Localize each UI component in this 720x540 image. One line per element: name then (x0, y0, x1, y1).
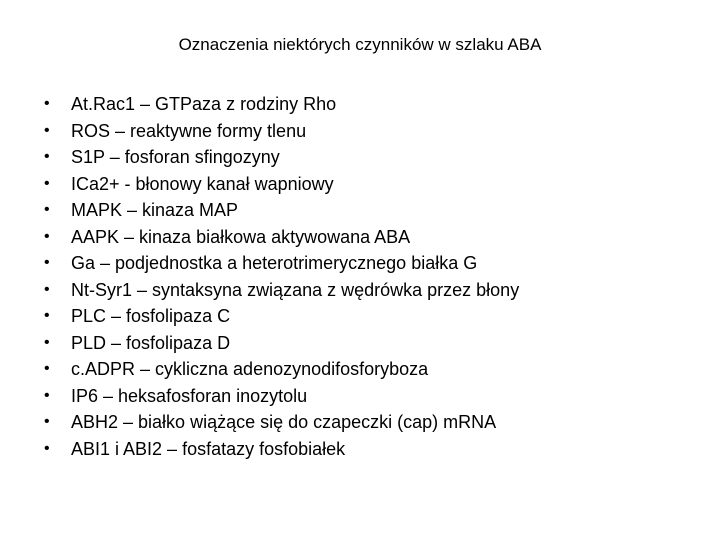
bullet-icon: • (44, 280, 50, 298)
slide-title: Oznaczenia niektórych czynników w szlaku ABA (178, 35, 542, 54)
list-item-text: At.Rac1 – GTPaza z rodziny Rho (71, 94, 337, 114)
list-item-text: ICa2+ - błonowy kanał wapniowy (71, 173, 334, 194)
list-item-text: Ga – podjednostka a heterotrimerycznego białka G (71, 253, 478, 273)
list-item-text: IP6 – heksafosforan inozytolu (71, 385, 308, 406)
bullet-icon: • (44, 201, 50, 218)
bullet-icon: • (44, 360, 50, 377)
bullet-icon: • (44, 95, 50, 112)
bullet-icon: • (44, 307, 50, 324)
bullet-icon: • (44, 386, 50, 404)
bullet-icon: • (44, 413, 50, 430)
list-item-text: ABH2 – białko wiążące się do czapeczki (cap) mRNA (71, 412, 497, 432)
list-item-text: S1P – fosforan sfingozyny (71, 147, 280, 167)
list-item-text: c.ADPR – cykliczna adenozynodifosforyboza (71, 359, 429, 379)
bullet-icon: • (44, 333, 50, 351)
list-item-text: ABI1 i ABI2 – fosfatazy fosfobiałek (71, 438, 346, 459)
list-item-text: PLC – fosfolipaza C (71, 306, 231, 326)
list-item-text: Nt-Syr1 – syntaksyna związana z wędrówka przez błony (71, 279, 520, 300)
bullet-icon: • (44, 254, 50, 271)
list-item-text: MAPK – kinaza MAP (71, 200, 239, 220)
bullet-icon: • (44, 439, 50, 457)
bullet-icon: • (44, 227, 50, 245)
list-item-text: AAPK – kinaza białkowa aktywowana ABA (71, 226, 411, 247)
list-item-text: ROS – reaktywne formy tlenu (71, 120, 307, 141)
bullet-icon: • (44, 121, 50, 139)
bullet-icon: • (44, 174, 50, 192)
bullet-icon: • (44, 148, 50, 165)
list-item-text: PLD – fosfolipaza D (71, 332, 231, 353)
